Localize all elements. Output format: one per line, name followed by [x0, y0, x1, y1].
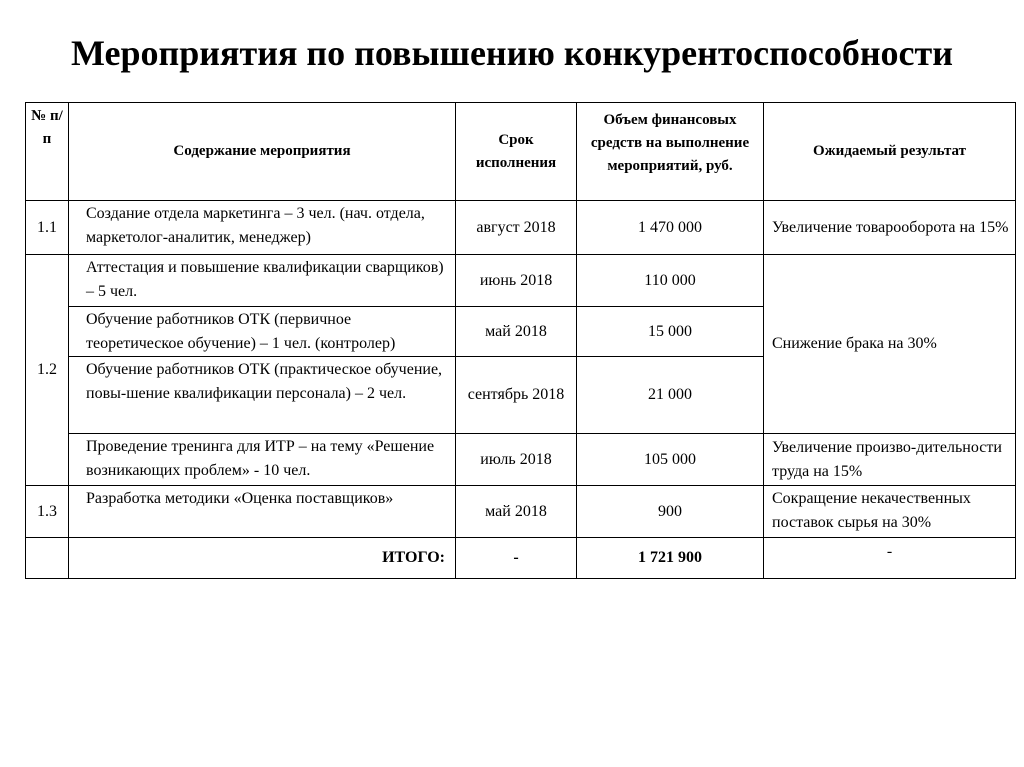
table-row — [26, 255, 1016, 307]
row-result: Снижение брака на 30% — [764, 255, 1016, 434]
header-funding: Объем финансовых средств на выполнение мероприятий, руб. — [577, 103, 764, 201]
table-header-row — [26, 103, 1016, 201]
total-deadline: - — [456, 538, 577, 579]
table-row — [26, 201, 1016, 255]
row-deadline: май 2018 — [456, 307, 577, 357]
total-funding: 1 721 900 — [577, 538, 764, 579]
header-result: Ожидаемый результат — [764, 103, 1016, 201]
row-deadline: сентябрь 2018 — [456, 357, 577, 434]
header-deadline: Срок исполнения — [456, 103, 577, 201]
total-label: ИТОГО: — [69, 538, 456, 579]
row-funding: 110 000 — [577, 255, 764, 307]
row-deadline: август 2018 — [456, 201, 577, 255]
row-funding: 21 000 — [577, 357, 764, 434]
row-result: Сокращение некачественных поставок сырья на 30% — [764, 486, 1016, 538]
row-funding: 900 — [577, 486, 764, 538]
row-result: Увеличение товарооборота на 15% — [764, 201, 1016, 255]
row-funding: 15 000 — [577, 307, 764, 357]
table-row — [26, 434, 1016, 486]
row-number: 1.2 — [26, 255, 69, 486]
table-row — [26, 486, 1016, 538]
row-content: Аттестация и повышение квалификации сварщиков) – 5 чел. — [69, 255, 456, 307]
measures-table — [25, 102, 1016, 579]
total-row — [26, 538, 1016, 579]
row-deadline: июль 2018 — [456, 434, 577, 486]
total-result: - — [764, 538, 1016, 579]
row-content: Создание отдела маркетинга – 3 чел. (нач. отдела, маркетолог-аналитик, менеджер) — [69, 201, 456, 255]
row-content: Обучение работников ОТК (практическое обучение, повы-шение квалификации персонала) – 2 чел. — [69, 357, 456, 434]
page-title: Мероприятия по повышению конкурентоспособности — [71, 33, 953, 73]
row-funding: 1 470 000 — [577, 201, 764, 255]
row-deadline: май 2018 — [456, 486, 577, 538]
total-num-cell — [26, 538, 69, 579]
row-content: Обучение работников ОТК (первичное теоретическое обучение) – 1 чел. (контролер) — [69, 307, 456, 357]
row-number: 1.1 — [26, 201, 69, 255]
row-result: Увеличение произво-дительности труда на 15% — [764, 434, 1016, 486]
row-deadline: июнь 2018 — [456, 255, 577, 307]
row-content: Разработка методики «Оценка поставщиков» — [69, 486, 456, 538]
header-num: № п/п — [26, 103, 69, 201]
row-content: Проведение тренинга для ИТР – на тему «Решение возникающих проблем» - 10 чел. — [69, 434, 456, 486]
header-content: Содержание мероприятия — [69, 103, 456, 201]
row-funding: 105 000 — [577, 434, 764, 486]
row-number: 1.3 — [26, 486, 69, 538]
